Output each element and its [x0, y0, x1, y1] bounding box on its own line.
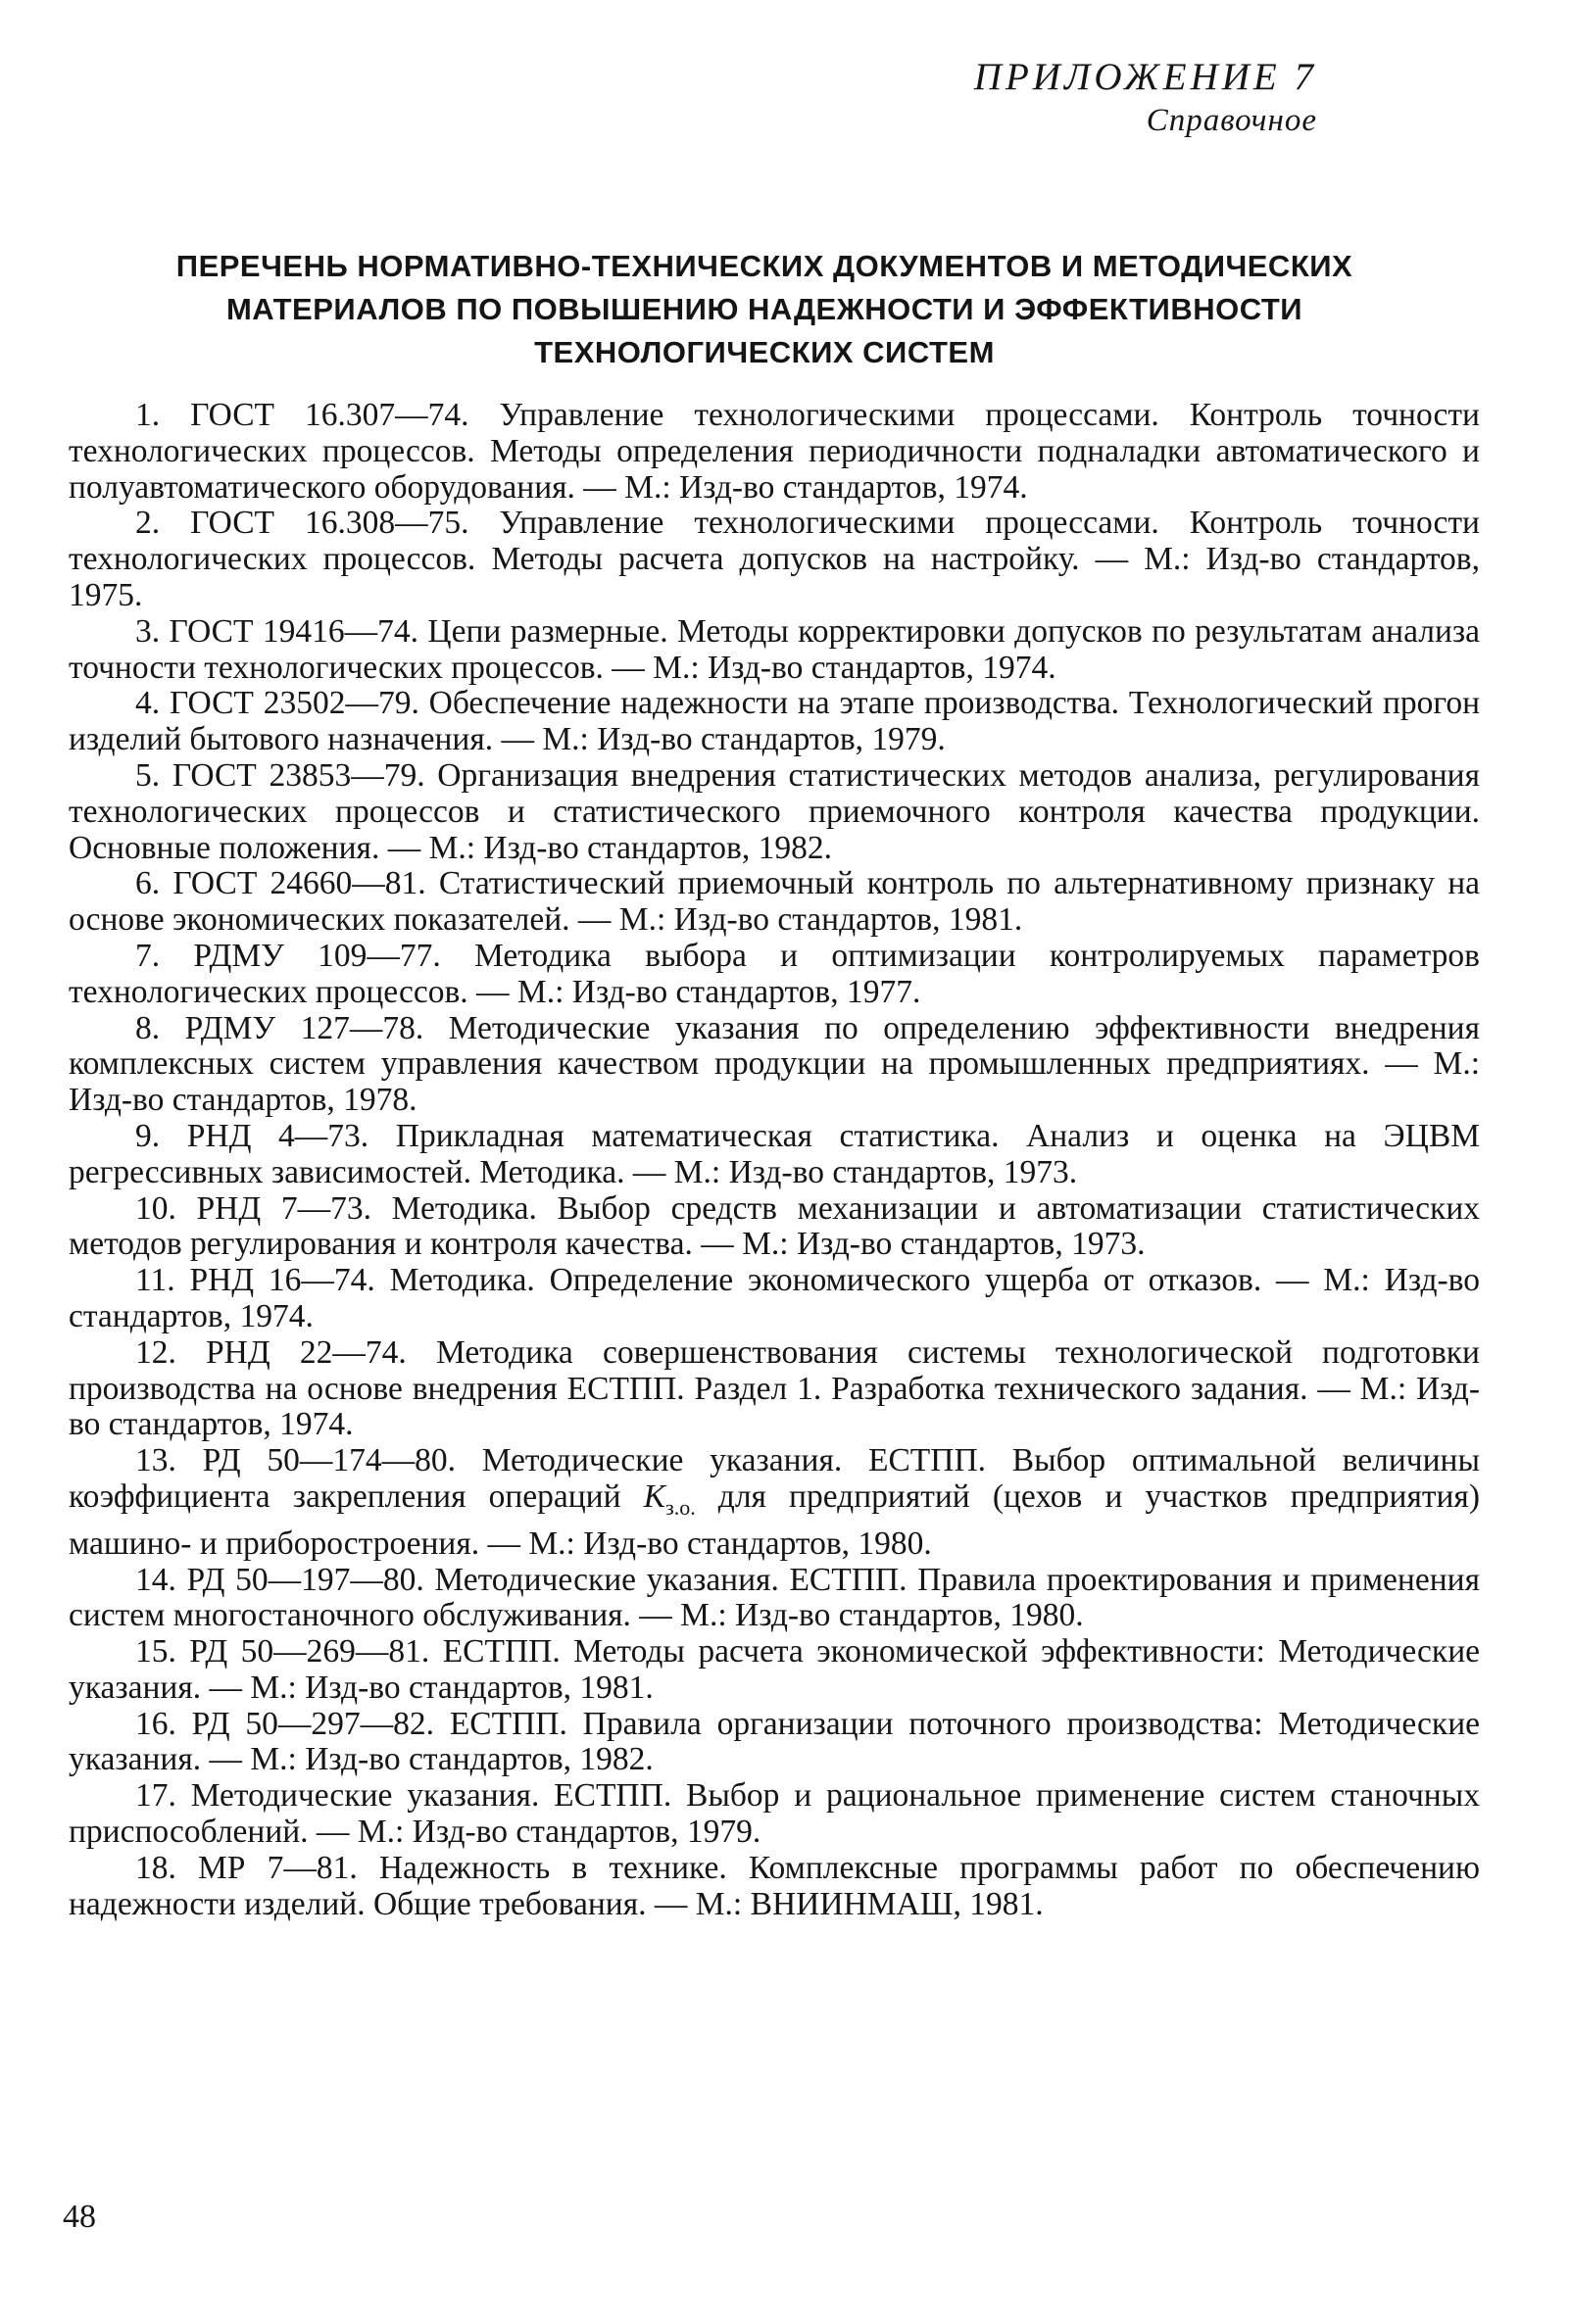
title-line: ТЕХНОЛОГИЧЕСКИХ СИСТЕМ: [534, 335, 995, 369]
reference-entry: 6. ГОСТ 24660—81. Статистический приемочный контроль по альтернативному признаку на основе экономических показателей. — М.: Изд-во стандартов, 1981.: [69, 865, 1480, 939]
entry-text-after: для предприятий (цехов и участков предприятия) машино- и приборостроения. — М.: Изд-во стандартов, 1980.: [69, 1477, 1480, 1562]
coefficient-symbol: K: [643, 1477, 665, 1515]
coefficient-subscript: з.о.: [665, 1494, 696, 1520]
reference-entry: 8. РДМУ 127—78. Методические указания по определению эффективности внедрения комплексных систем управления качеством продукции на промышленных предприятиях. — М.: Изд-во стандартов, 1978.: [69, 1009, 1480, 1119]
title-line: МАТЕРИАЛОВ ПО ПОВЫШЕНИЮ НАДЕЖНОСТИ И ЭФФЕКТИВНОСТИ: [225, 292, 1303, 326]
reference-entry: 2. ГОСТ 16.308—75. Управление технологическими процессами. Контроль точности технологических процессов. Методы расчета допусков на настройку. — М.: Изд-во стандартов, 1975.: [69, 505, 1480, 613]
reference-entry: 4. ГОСТ 23502—79. Обеспечение надежности на этапе производства. Технологический прогон изделий бытового назначения. — М.: Изд-во стандартов, 1979.: [69, 685, 1480, 758]
page-number: 48: [63, 2199, 96, 2235]
reference-entry: 16. РД 50—297—82. ЕСТПП. Правила организации поточного производства: Методические указания. — М.: Изд-во стандартов, 1982.: [69, 1705, 1480, 1778]
appendix-type: Справочное: [1146, 103, 1317, 138]
reference-entry: 10. РНД 7—73. Методика. Выбор средств механизации и автоматизации статистических методов регулирования и контроля качества. — М.: Изд-во стандартов, 1973.: [69, 1189, 1480, 1263]
reference-entry: 9. РНД 4—73. Прикладная математическая статистика. Анализ и оценка на ЭЦВМ регрессивных зависимостей. Методика. — М.: Изд-во стандартов, 1973.: [69, 1117, 1480, 1190]
reference-entry: 15. РД 50—269—81. ЕСТПП. Методы расчета экономической эффективности: Методические указания. — М.: Изд-во стандартов, 1981.: [69, 1633, 1480, 1706]
reference-entry: 3. ГОСТ 19416—74. Цепи размерные. Методы корректировки допусков по результатам анализа точности технологических процессов. — М.: Изд-во стандартов, 1974.: [69, 612, 1480, 686]
reference-entry: 14. РД 50—197—80. Методические указания. ЕСТПП. Правила проектирования и применения систем многостаночного обслуживания. — М.: Изд-во стандартов, 1980.: [69, 1561, 1480, 1634]
reference-list: [69, 398, 1480, 1922]
reference-entry: [69, 1443, 1480, 1562]
reference-entry: 11. РНД 16—74. Методика. Определение экономического ущерба от отказов. — М.: Изд-во стандартов, 1974.: [69, 1262, 1480, 1334]
reference-entry: 18. МР 7—81. Надежность в технике. Комплексные программы работ по обеспечению надежности изделий. Общие требования. — М.: ВНИИНМАШ, 1981.: [69, 1849, 1480, 1922]
document-title: [127, 245, 1401, 374]
reference-entry: 5. ГОСТ 23853—79. Организация внедрения статистических методов анализа, регулирования технологических процессов и статистического приемочного контроля качества продукции. Основные положения. — М.: Изд-во стандартов, 1982.: [69, 756, 1480, 866]
reference-entry: 12. РНД 22—74. Методика совершенствования системы технологической подготовки производства на основе внедрения ЕСТПП. Раздел 1. Разработка технического задания. — М.: Изд-во стандартов, 1974.: [69, 1333, 1480, 1443]
title-line: ПЕРЕЧЕНЬ НОРМАТИВНО-ТЕХНИЧЕСКИХ ДОКУМЕНТОВ И МЕТОДИЧЕСКИХ: [175, 249, 1353, 283]
reference-entry: 1. ГОСТ 16.307—74. Управление технологическими процессами. Контроль точности технологических процессов. Методы определения периодичности подналадки автоматического и полуавтоматического оборудования. — М.: Изд-во стандартов, 1974.: [69, 397, 1480, 506]
entry-text-before: 13. РД 50—174—80. Методические указания. ЕСТПП. Выбор оптимальной величины коэффициента закрепления операций: [69, 1442, 1480, 1515]
reference-entry: 17. Методические указания. ЕСТПП. Выбор и рациональное применение систем станочных приспособлений. — М.: Изд-во стандартов, 1979.: [69, 1777, 1480, 1851]
reference-entry: 7. РДМУ 109—77. Методика выбора и оптимизации контролируемых параметров технологических процессов. — М.: Изд-во стандартов, 1977.: [69, 937, 1480, 1010]
appendix-label: ПРИЛОЖЕНИЕ 7: [973, 56, 1317, 98]
